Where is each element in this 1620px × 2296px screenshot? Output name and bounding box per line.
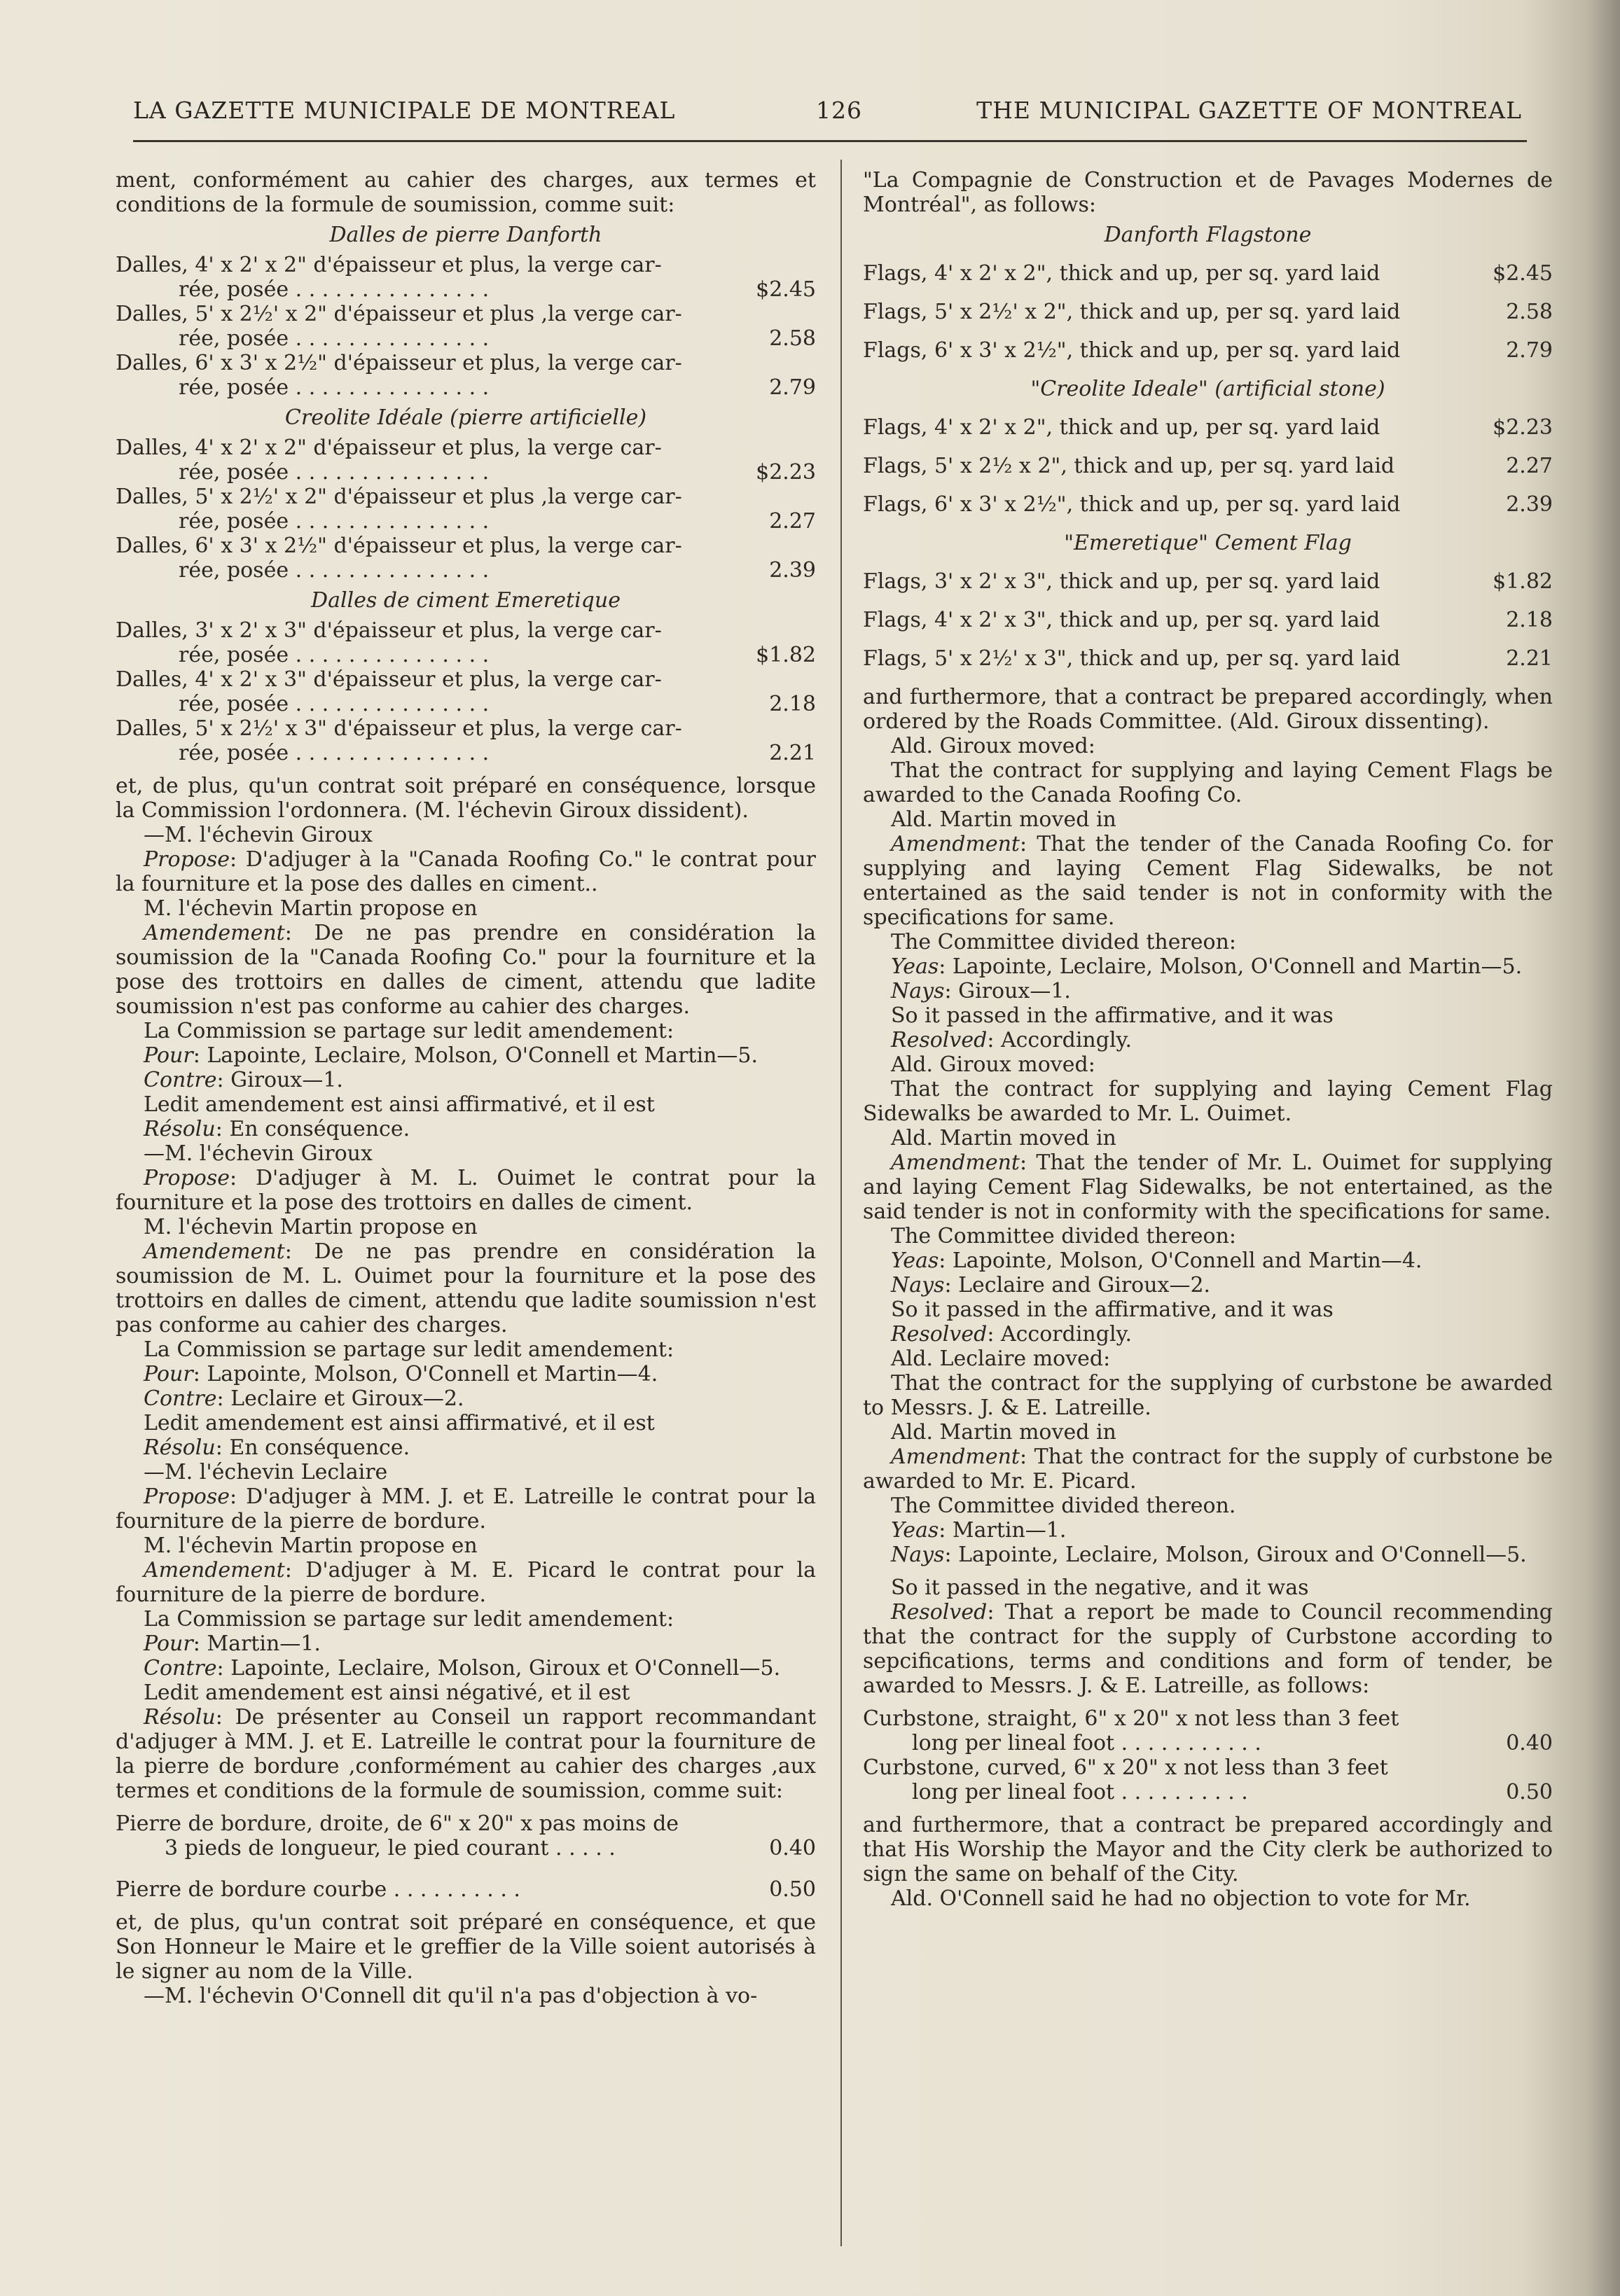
item-line: rée, posée . . . . . . . . . . . . . . . xyxy=(179,509,490,534)
resolution-text: : That a report be made to Council recommending that the contract for the supply of Curbstone according to sepcifications, terms and conditions and form of tender, be awarded to Messrs. J. & E. Latreille, as follows: xyxy=(863,1600,1553,1698)
paragraph xyxy=(863,1273,1553,1297)
vote-label: Pour xyxy=(144,1043,193,1068)
paragraph: The Committee divided thereon. xyxy=(891,1494,1236,1518)
paragraph: —M. l'échevin Giroux xyxy=(144,1141,373,1166)
section-heading: Dalles de ciment Emeretique xyxy=(311,588,621,613)
motion-text: : D'adjuger à la "Canada Roofing Co." le contrat pour la fourniture et la pose des dalles en ciment.. xyxy=(116,847,816,896)
item-line: Flags, 6' x 3' x 2½", thick and up, per sq. yard laid xyxy=(863,492,1401,517)
price: 2.58 xyxy=(1506,300,1553,324)
item-line: Curbstone, curved, 6" x 20" x not less than 3 feet xyxy=(863,1755,1388,1780)
paragraph: et, de plus, qu'un contrat soit préparé en conséquence, et que Son Honneur le Maire et le greffier de la Ville soient autorisés à le signer au nom de la Ville. xyxy=(116,1910,816,1984)
item-line: Flags, 5' x 2½ x 2", thick and up, per sq. yard laid xyxy=(863,454,1395,478)
vote-text: : Giroux—1. xyxy=(216,1068,343,1092)
vote-text: : Martin—1. xyxy=(193,1631,321,1656)
price: $1.82 xyxy=(1493,569,1553,594)
item-line: long per lineal foot . . . . . . . . . . xyxy=(912,1780,1248,1804)
vote-text: : Giroux—1. xyxy=(944,979,1071,1003)
item-line: Flags, 5' x 2½' x 2", thick and up, per sq. yard laid xyxy=(863,300,1401,324)
paragraph xyxy=(863,1322,1553,1347)
item-line: 3 pieds de longueur, le pied courant . . . . . xyxy=(165,1836,616,1860)
item-line: rée, posée . . . . . . . . . . . . . . . xyxy=(179,558,490,583)
paragraph: The Committee divided thereon: xyxy=(891,1224,1237,1248)
item-line: rée, posée . . . . . . . . . . . . . . . xyxy=(179,277,490,302)
price-row xyxy=(116,509,816,534)
price-row xyxy=(863,492,1553,517)
paragraph xyxy=(116,1117,816,1141)
paragraph xyxy=(116,1043,816,1068)
item-line: Dalles, 3' x 2' x 3" d'épaisseur et plus, la verge car- xyxy=(116,618,662,643)
page-header xyxy=(133,97,1536,139)
paragraph: Ledit amendement est ainsi affirmativé, et il est xyxy=(144,1092,655,1117)
item-line: Dalles, 6' x 3' x 2½" d'épaisseur et plus, la verge car- xyxy=(116,351,682,375)
paragraph xyxy=(116,921,816,1019)
price: 2.21 xyxy=(769,741,816,765)
price: 2.27 xyxy=(769,509,816,534)
vote-text: : Lapointe, Leclaire, Molson, Giroux and O'Connell—5. xyxy=(944,1543,1527,1567)
paragraph xyxy=(863,1518,1553,1543)
item-line: rée, posée . . . . . . . . . . . . . . . xyxy=(179,692,490,716)
item-line: long per lineal foot . . . . . . . . . . . xyxy=(912,1731,1261,1755)
price-row xyxy=(116,643,816,667)
paragraph: et, de plus, qu'un contrat soit préparé en conséquence, lorsque la Commission l'ordonnera. (M. l'échevin Giroux dissident). xyxy=(116,774,816,823)
vote-text: : Lapointe, Molson, O'Connell et Martin—4. xyxy=(193,1362,658,1386)
price-row xyxy=(863,415,1553,440)
price-row xyxy=(863,1780,1553,1804)
vote-label: Nays xyxy=(891,979,945,1003)
paragraph: and furthermore, that a contract be prepared accordingly, when ordered by the Roads Committee. (Ald. Giroux dissenting). xyxy=(863,685,1553,734)
vote-label: Pour xyxy=(144,1631,193,1656)
paragraph xyxy=(863,1028,1553,1052)
price-row xyxy=(863,646,1553,671)
price-row xyxy=(863,1731,1553,1755)
paragraph: ment, conformément au cahier des charges, aux termes et conditions de la formule de soumission, comme suit: xyxy=(116,168,816,217)
item-line: Pierre de bordure, droite, de 6" x 20" x pas moins de xyxy=(116,1811,679,1836)
price-row xyxy=(116,460,816,485)
price-row xyxy=(863,608,1553,632)
motion-text: : That the tender of the Canada Roofing Co. for supplying and laying Cement Flag Sidewalks, be not entertained as the said tender is not in conformity with the specifications for same. xyxy=(863,832,1553,930)
item-line: Dalles, 5' x 2½' x 3" d'épaisseur et plus, la verge car- xyxy=(116,716,682,741)
paragraph xyxy=(116,1631,816,1656)
paragraph xyxy=(863,1248,1553,1273)
item-line: Dalles, 6' x 3' x 2½" d'épaisseur et plus, la verge car- xyxy=(116,534,682,558)
paragraph: That the contract for supplying and laying Cement Flag Sidewalks be awarded to Mr. L. Ouimet. xyxy=(863,1077,1553,1126)
item-line: Curbstone, straight, 6" x 20" x not less than 3 feet xyxy=(863,1706,1399,1731)
motion-label: Amendement xyxy=(144,1558,285,1582)
paragraph xyxy=(116,1239,816,1337)
motion-label: Propose xyxy=(144,1484,230,1509)
section-heading: Creolite Idéale (pierre artificielle) xyxy=(284,405,647,430)
item-line: rée, posée . . . . . . . . . . . . . . . xyxy=(179,643,490,667)
paragraph xyxy=(116,1068,816,1092)
section-heading: Danforth Flagstone xyxy=(1104,223,1312,247)
vote-label: Contre xyxy=(144,1068,217,1092)
price: $2.45 xyxy=(1493,261,1553,286)
resolution-label: Résolu xyxy=(144,1435,216,1460)
item-line: Flags, 4' x 2' x 3", thick and up, per sq. yard laid xyxy=(863,608,1380,632)
price: 2.27 xyxy=(1506,454,1553,478)
paragraph: Ald. Martin moved in xyxy=(891,1126,1116,1150)
price-row xyxy=(116,692,816,716)
price: 0.40 xyxy=(1506,1731,1553,1755)
paragraph: Ald. O'Connell said he had no objection to vote for Mr. xyxy=(891,1886,1471,1911)
paragraph: Ald. Giroux moved: xyxy=(891,734,1095,758)
item-line: Flags, 6' x 3' x 2½", thick and up, per sq. yard laid xyxy=(863,338,1401,363)
paragraph: La Commission se partage sur ledit amendement: xyxy=(144,1607,674,1631)
item-line: rée, posée . . . . . . . . . . . . . . . xyxy=(179,375,490,400)
motion-text: : De ne pas prendre en considération la soumission de M. L. Ouimet pour la fourniture et la pose des trottoirs en dalles de ciment, attendu que ladite soumission n'est pas conforme au cahier des charges. xyxy=(116,1239,816,1337)
price: $2.23 xyxy=(1493,415,1553,440)
price: 2.39 xyxy=(1506,492,1553,517)
header-french-title: LA GAZETTE MUNICIPALE DE MONTREAL xyxy=(133,97,676,124)
paragraph xyxy=(863,832,1553,930)
paragraph xyxy=(116,1656,816,1681)
price-row xyxy=(863,338,1553,363)
paragraph: La Commission se partage sur ledit amendement: xyxy=(144,1337,674,1362)
resolution-label: Resolved xyxy=(891,1322,988,1347)
resolution-text: : De présenter au Conseil un rapport recommandant d'adjuger à MM. J. et E. Latreille le contrat pour la fourniture de la pierre de bordure ,conformément au cahier des charges ,aux termes et conditions de la formule de soumission, comme suit: xyxy=(116,1705,816,1803)
vote-label: Contre xyxy=(144,1656,217,1681)
paragraph: So it passed in the affirmative, and it was xyxy=(891,1297,1334,1322)
paragraph: The Committee divided thereon: xyxy=(891,930,1237,954)
motion-text: : D'adjuger à M. E. Picard le contrat pour la fourniture de la pierre de bordure. xyxy=(116,1558,816,1607)
price-row xyxy=(863,261,1553,286)
resolution-text: : En conséquence. xyxy=(215,1117,410,1141)
price-row xyxy=(863,300,1553,324)
resolution-label: Résolu xyxy=(144,1705,216,1730)
price: 0.50 xyxy=(769,1877,816,1902)
item-line: Flags, 4' x 2' x 2", thick and up, per sq. yard laid xyxy=(863,261,1380,286)
paragraph: M. l'échevin Martin propose en xyxy=(144,896,478,921)
price: $1.82 xyxy=(756,643,816,667)
price: 2.18 xyxy=(769,692,816,716)
motion-label: Amendement xyxy=(144,921,285,945)
price-row xyxy=(116,558,816,583)
item-line: rée, posée . . . . . . . . . . . . . . . xyxy=(179,326,490,351)
paragraph: La Commission se partage sur ledit amendement: xyxy=(144,1019,674,1043)
vote-text: : Leclaire and Giroux—2. xyxy=(944,1273,1211,1297)
paragraph: M. l'échevin Martin propose en xyxy=(144,1533,478,1558)
paragraph xyxy=(116,1362,816,1386)
price-row xyxy=(116,375,816,400)
paragraph: —M. l'échevin Leclaire xyxy=(144,1460,388,1484)
price-row xyxy=(116,1877,816,1902)
resolution-label: Resolved xyxy=(891,1600,988,1624)
paragraph: Ledit amendement est ainsi négativé, et il est xyxy=(144,1681,630,1705)
header-english-title: THE MUNICIPAL GAZETTE OF MONTREAL xyxy=(976,97,1522,124)
item-line: rée, posée . . . . . . . . . . . . . . . xyxy=(179,460,490,485)
paragraph xyxy=(863,1150,1553,1224)
vote-text: : Lapointe, Molson, O'Connell and Martin—4. xyxy=(939,1248,1422,1273)
paragraph: —M. l'échevin O'Connell dit qu'il n'a pas d'objection à vo- xyxy=(144,1984,758,2008)
price: 2.21 xyxy=(1506,646,1553,671)
item-line: Dalles, 5' x 2½' x 2" d'épaisseur et plus ,la verge car- xyxy=(116,485,682,509)
resolution-label: Resolved xyxy=(891,1028,988,1052)
paragraph xyxy=(863,1600,1553,1698)
price: $2.23 xyxy=(756,460,816,485)
vote-text: : Lapointe, Leclaire, Molson, O'Connell et Martin—5. xyxy=(193,1043,759,1068)
price-row xyxy=(116,277,816,302)
paragraph: Ald. Leclaire moved: xyxy=(891,1347,1111,1371)
paragraph xyxy=(863,1543,1553,1567)
motion-label: Amendment xyxy=(891,1150,1020,1175)
paragraph: Ald. Martin moved in xyxy=(891,807,1116,832)
price: 0.50 xyxy=(1506,1780,1553,1804)
item-line: Dalles, 5' x 2½' x 2" d'épaisseur et plus ,la verge car- xyxy=(116,302,682,326)
paragraph xyxy=(116,1558,816,1607)
paragraph xyxy=(863,954,1553,979)
vote-text: : Lapointe, Leclaire, Molson, O'Connell and Martin—5. xyxy=(939,954,1523,979)
item-line: Dalles, 4' x 2' x 3" d'épaisseur et plus, la verge car- xyxy=(116,667,662,692)
motion-text: : That the contract for the supply of curbstone be awarded to Mr. E. Picard. xyxy=(863,1445,1553,1494)
price-row xyxy=(116,326,816,351)
vote-label: Pour xyxy=(144,1362,193,1386)
resolution-text: : En conséquence. xyxy=(215,1435,410,1460)
vote-label: Yeas xyxy=(891,954,939,979)
price-row xyxy=(116,741,816,765)
resolution-text: : Accordingly. xyxy=(987,1322,1133,1347)
item-line: Flags, 4' x 2' x 2", thick and up, per sq. yard laid xyxy=(863,415,1380,440)
paragraph xyxy=(116,1166,816,1215)
paragraph: Ald. Martin moved in xyxy=(891,1420,1116,1445)
motion-label: Propose xyxy=(144,847,230,872)
paragraph xyxy=(863,979,1553,1003)
price: $2.45 xyxy=(756,277,816,302)
paragraph xyxy=(863,1445,1553,1494)
price: 2.18 xyxy=(1506,608,1553,632)
paragraph xyxy=(116,1435,816,1460)
paragraph: So it passed in the negative, and it was xyxy=(891,1575,1309,1600)
motion-text: : D'adjuger à M. L. Ouimet le contrat pour la fourniture et la pose des trottoirs en dalles de ciment. xyxy=(116,1166,816,1215)
motion-label: Amendment xyxy=(891,832,1020,856)
item-line: Pierre de bordure courbe . . . . . . . . . . xyxy=(116,1877,520,1902)
price: 2.39 xyxy=(769,558,816,583)
item-line: Dalles, 4' x 2' x 2" d'épaisseur et plus, la verge car- xyxy=(116,436,662,460)
section-heading: "Emeretique" Cement Flag xyxy=(1064,531,1352,555)
vote-text: : Leclaire et Giroux—2. xyxy=(216,1386,464,1411)
vote-label: Nays xyxy=(891,1273,945,1297)
item-line: rée, posée . . . . . . . . . . . . . . . xyxy=(179,741,490,765)
resolution-text: : Accordingly. xyxy=(987,1028,1133,1052)
page-number: 126 xyxy=(816,97,862,124)
motion-label: Propose xyxy=(144,1166,230,1190)
section-heading: "Creolite Ideale" (artificial stone) xyxy=(1030,377,1385,401)
english-column xyxy=(863,168,1553,1911)
paragraph: So it passed in the affirmative, and it was xyxy=(891,1003,1334,1028)
price: 0.40 xyxy=(769,1836,816,1860)
french-column xyxy=(116,168,816,2008)
motion-text: : De ne pas prendre en considération la soumission de la "Canada Roofing Co." pour la fourniture et la pose des trottoirs en dalles de ciment, attendu que ladite soumission n'est pas conforme au cahier des charges. xyxy=(116,921,816,1019)
motion-label: Amendement xyxy=(144,1239,285,1264)
vote-text: : Lapointe, Leclaire, Molson, Giroux et O'Connell—5. xyxy=(216,1656,781,1681)
item-line: Dalles, 4' x 2' x 2" d'épaisseur et plus, la verge car- xyxy=(116,253,662,277)
paragraph: That the contract for supplying and laying Cement Flags be awarded to the Canada Roofing Co. xyxy=(863,758,1553,807)
column-divider xyxy=(840,160,842,2246)
resolution-label: Résolu xyxy=(144,1117,216,1141)
price-row xyxy=(863,454,1553,478)
paragraph: Ledit amendement est ainsi affirmativé, et il est xyxy=(144,1411,655,1435)
vote-text: : Martin—1. xyxy=(939,1518,1067,1543)
paragraph xyxy=(116,1705,816,1803)
price-row xyxy=(863,569,1553,594)
header-rule xyxy=(133,140,1527,142)
paragraph: "La Compagnie de Construction et de Pavages Modernes de Montréal", as follows: xyxy=(863,168,1553,217)
section-heading: Dalles de pierre Danforth xyxy=(329,223,602,247)
price: 2.79 xyxy=(769,375,816,400)
vote-label: Yeas xyxy=(891,1248,939,1273)
paragraph: That the contract for the supplying of curbstone be awarded to Messrs. J. & E. Latreille. xyxy=(863,1371,1553,1420)
paragraph: Ald. Giroux moved: xyxy=(891,1052,1095,1077)
paragraph xyxy=(116,1386,816,1411)
motion-text: : That the tender of Mr. L. Ouimet for supplying and laying Cement Flag Sidewalks, be not entertained, as the said tender is not in conformity with the specifications for same. xyxy=(863,1150,1553,1224)
vote-label: Nays xyxy=(891,1543,945,1567)
vote-label: Yeas xyxy=(891,1518,939,1543)
paragraph xyxy=(116,1484,816,1533)
motion-text: : D'adjuger à MM. J. et E. Latreille le contrat pour la fourniture de la pierre de bordure. xyxy=(116,1484,816,1533)
price: 2.58 xyxy=(769,326,816,351)
price-row xyxy=(116,1836,816,1860)
paragraph: M. l'échevin Martin propose en xyxy=(144,1215,478,1239)
paragraph: and furthermore, that a contract be prepared accordingly and that His Worship the Mayor and the City clerk be authorized to sign the same on behalf of the City. xyxy=(863,1813,1553,1886)
price: 2.79 xyxy=(1506,338,1553,363)
item-line: Flags, 5' x 2½' x 3", thick and up, per sq. yard laid xyxy=(863,646,1401,671)
paragraph xyxy=(116,847,816,896)
vote-label: Contre xyxy=(144,1386,217,1411)
item-line: Flags, 3' x 2' x 3", thick and up, per sq. yard laid xyxy=(863,569,1380,594)
motion-label: Amendment xyxy=(891,1445,1020,1469)
paragraph: —M. l'échevin Giroux xyxy=(144,823,373,847)
